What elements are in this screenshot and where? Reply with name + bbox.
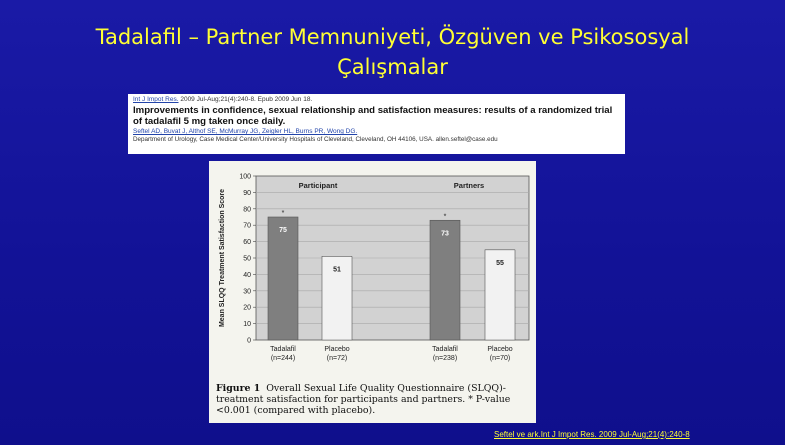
y-tick-label: 70 (243, 222, 251, 230)
bar-chart (209, 161, 536, 383)
slide-title (0, 22, 785, 82)
x-tick-sample-size: (n=72) (326, 355, 348, 362)
y-tick-label: 0 (247, 337, 251, 345)
journal-link[interactable]: Int J Impot Res. (133, 96, 179, 103)
x-tick-sample-size: (n=244) (270, 355, 296, 362)
y-axis-label: Mean SLQQ Treatment Satisfaction Score (219, 188, 226, 328)
x-tick-sample-size: (n=238) (432, 355, 458, 362)
x-tick-label: Tadalafil (270, 346, 296, 353)
group-label: Participant (298, 181, 338, 190)
group-label: Partners (453, 181, 485, 190)
x-tick-label: Placebo (487, 346, 513, 353)
citation-journal (133, 96, 620, 103)
bar-value-label: 75 (279, 227, 287, 234)
y-tick-label: 30 (243, 288, 251, 296)
bar-value-label: 73 (441, 230, 449, 238)
paper-authors[interactable]: Seftel AD, Buvat J, Althof SE, McMurray JG, Zeigler HL, Burns PR, Wong DG. (133, 128, 358, 135)
bar-value-label: 55 (496, 259, 504, 267)
slide-title-line1: Tadalafil – Partner Memnuniyeti, Özgüven ve Psikososyal (95, 25, 690, 49)
caption-label: Figure 1 (216, 383, 261, 394)
y-tick-label: 90 (243, 189, 251, 197)
significance-marker: * (281, 210, 285, 217)
slide-title-line2: Çalışmalar (337, 55, 448, 79)
x-tick-sample-size: (n=70) (489, 355, 511, 362)
x-tick-label: Placebo (324, 346, 350, 353)
journal-details: 2009 Jul-Aug;21(4):240-8. Epub 2009 Jun 18. (178, 96, 313, 103)
y-tick-label: 80 (243, 206, 251, 214)
paper-title: Improvements in confidence, sexual relationship and satisfaction measures: results of a randomized trial of tadalafil 5 mg taken once daily. (133, 105, 613, 127)
caption-text: Overall Sexual Life Quality Questionnaire (SLQQ)-treatment satisfaction for participants and partners. * P-value <0.001 (compared with placebo). (216, 383, 511, 416)
y-tick-label: 50 (243, 255, 251, 263)
y-tick-label: 60 (243, 239, 251, 247)
y-tick-label: 40 (243, 271, 251, 279)
x-tick-label: Tadalafil (432, 346, 458, 353)
bar (430, 220, 460, 340)
footer-reference-text[interactable]: Seftel ve ark.Int J Impot Res. 2009 Jul-Aug;21(4):240-8 (494, 430, 690, 439)
footer-reference (494, 430, 690, 439)
y-tick-label: 20 (243, 304, 251, 312)
bar (268, 217, 298, 340)
significance-marker: * (443, 213, 447, 221)
citation-box (128, 94, 625, 154)
bar-value-label: 51 (333, 266, 341, 274)
y-tick-label: 100 (239, 173, 251, 181)
figure-caption (216, 383, 532, 416)
y-tick-label: 10 (243, 321, 251, 329)
paper-affiliation: Department of Urology, Case Medical Center/University Hospitals of Cleveland, Cleveland, OH 44106, USA. allen.seftel@case.edu (133, 136, 498, 143)
